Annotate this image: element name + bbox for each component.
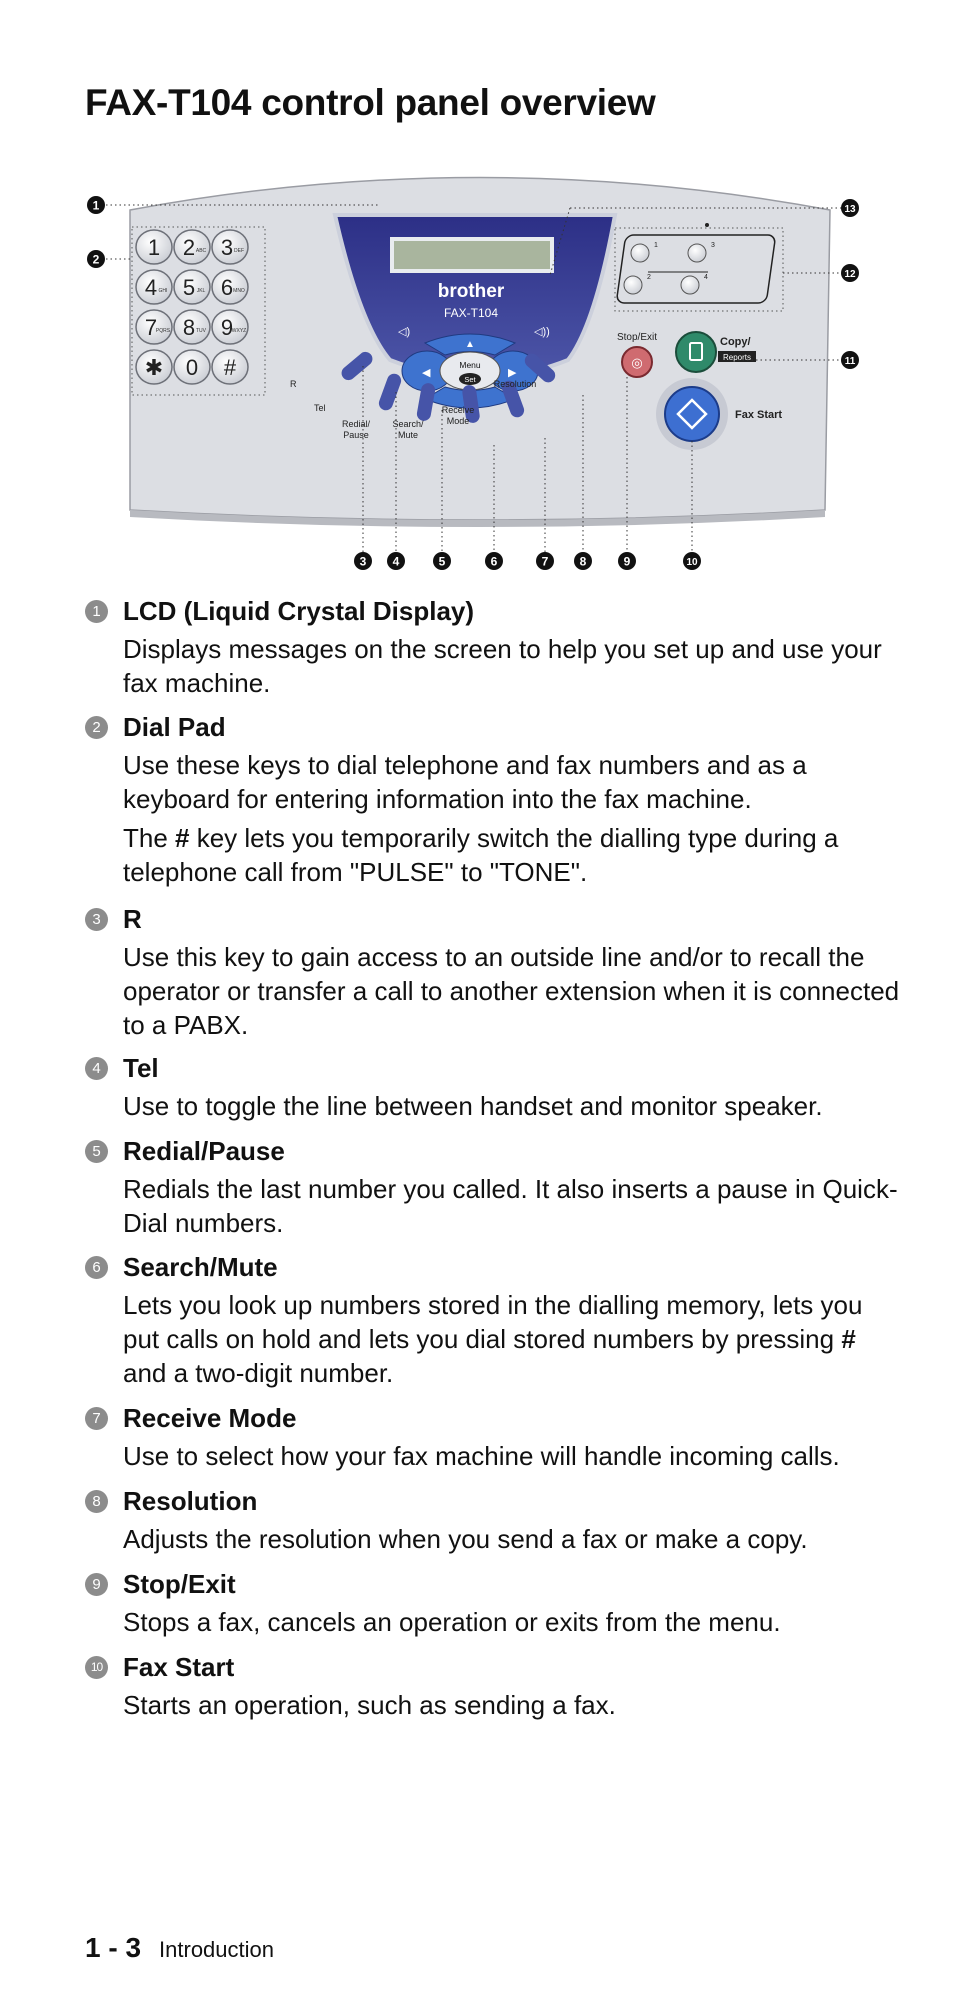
fax-start-button bbox=[665, 387, 719, 441]
control-panel-illustration bbox=[80, 155, 880, 585]
one-touch-key bbox=[688, 244, 706, 262]
item-description: Starts an operation, such as sending a fax. bbox=[123, 1690, 616, 1720]
item-title: R bbox=[123, 903, 142, 934]
item-search-mute bbox=[85, 1250, 905, 1395]
page-footer bbox=[85, 1932, 274, 1964]
dial-key-digit: 7 bbox=[144, 315, 158, 340]
brand-logo: brother bbox=[437, 281, 505, 302]
callout-4-label: 4 bbox=[392, 554, 400, 569]
dial-key-letters: WXYZ bbox=[231, 328, 247, 334]
set-label: Set bbox=[464, 375, 476, 384]
stop-exit-label: Stop/Exit bbox=[616, 332, 658, 343]
copy-label: Copy/ bbox=[720, 336, 751, 348]
item-number: 10 bbox=[85, 1656, 108, 1679]
callout-1-label: 1 bbox=[92, 198, 100, 213]
receive-label-2: Mode bbox=[446, 416, 470, 426]
one-touch-key bbox=[681, 276, 699, 294]
callout-2-label: 2 bbox=[92, 252, 100, 267]
dial-key-letters: GHI bbox=[158, 288, 168, 294]
item-description-extra: The # key lets you temporarily switch the dialling type during a telephone call from "PULSE" to "TONE". bbox=[123, 823, 839, 887]
one-touch-key-number: 2 bbox=[647, 274, 651, 281]
item-number: 1 bbox=[85, 600, 108, 623]
dial-key-letters: JKL bbox=[196, 288, 206, 294]
item-number: 5 bbox=[85, 1140, 108, 1163]
callout-6-label: 6 bbox=[490, 554, 498, 569]
item-title: Fax Start bbox=[123, 1651, 235, 1682]
dial-key-digit: ✱ bbox=[144, 355, 164, 380]
item-number: 6 bbox=[85, 1256, 108, 1279]
item-number: 8 bbox=[85, 1490, 108, 1513]
one-touch-key-number: 3 bbox=[711, 242, 715, 249]
stop-icon: ◎ bbox=[631, 355, 643, 370]
dial-key-letters: TUV bbox=[196, 328, 206, 334]
callout-8-label: 8 bbox=[579, 554, 587, 569]
dial-key-letters: PQRS bbox=[155, 328, 171, 334]
redial-label-2: Pause bbox=[343, 430, 369, 440]
one-touch-key-number: 4 bbox=[704, 274, 708, 281]
item-description: Stops a fax, cancels an operation or exits from the menu. bbox=[123, 1607, 781, 1637]
dial-key-letters: MNO bbox=[233, 288, 245, 294]
item-title: Redial/Pause bbox=[123, 1135, 285, 1166]
speaker-left-icon: ◁) bbox=[398, 326, 411, 338]
item-title: Dial Pad bbox=[123, 711, 226, 742]
nav-right-icon: ▶ bbox=[508, 367, 517, 379]
dial-key-digit: 6 bbox=[220, 275, 234, 300]
dial-key-digit: 5 bbox=[182, 275, 196, 300]
receive-label-1: Receive bbox=[441, 405, 475, 415]
item-description: Displays messages on the screen to help you set up and use your fax machine. bbox=[123, 634, 882, 698]
item-description: Adjusts the resolution when you send a fax or make a copy. bbox=[123, 1524, 808, 1554]
item-title: LCD (Liquid Crystal Display) bbox=[123, 595, 475, 626]
chapter-name: Introduction bbox=[159, 1937, 274, 1962]
item-tel bbox=[85, 1051, 905, 1128]
item-title: Stop/Exit bbox=[123, 1568, 236, 1599]
item-fax-start bbox=[85, 1650, 905, 1727]
one-touch-key bbox=[624, 276, 642, 294]
search-label-1: Search/ bbox=[392, 419, 424, 429]
callout-13-label: 13 bbox=[844, 204, 856, 215]
fax-start-label: Fax Start bbox=[735, 409, 783, 421]
item-description: Use this key to gain access to an outside line and/or to recall the operator or transfer a call to another extension when it is connected to a PABX. bbox=[123, 942, 900, 1040]
dial-key-digit: # bbox=[223, 355, 237, 380]
dial-key-digit: 2 bbox=[182, 235, 196, 260]
item-r bbox=[85, 902, 905, 1047]
copy-button bbox=[676, 332, 716, 372]
one-touch-key-number: 1 bbox=[654, 242, 658, 249]
item-number: 3 bbox=[85, 908, 108, 931]
dial-key-letters: DEF bbox=[234, 248, 244, 254]
item-dial-pad bbox=[85, 710, 905, 894]
dial-key-digit: 8 bbox=[182, 315, 196, 340]
redial-label-1: Redial/ bbox=[341, 419, 371, 429]
item-receive-mode bbox=[85, 1401, 905, 1478]
dial-key-digit: 4 bbox=[144, 275, 158, 300]
dial-key-digit: 9 bbox=[220, 315, 234, 340]
item-description: Use these keys to dial telephone and fax numbers and as a keyboard for entering information into the fax machine. bbox=[123, 750, 807, 814]
item-title: Receive Mode bbox=[123, 1402, 297, 1433]
callout-3-label: 3 bbox=[359, 554, 367, 569]
indicator-dot bbox=[705, 223, 709, 227]
item-description: Use to select how your fax machine will handle incoming calls. bbox=[123, 1441, 840, 1471]
item-resolution bbox=[85, 1484, 905, 1561]
callout-9-label: 9 bbox=[623, 554, 631, 569]
nav-left-icon: ◀ bbox=[422, 367, 431, 379]
nav-up-icon: ▲ bbox=[465, 339, 475, 350]
item-lcd bbox=[85, 594, 905, 705]
speaker-right-icon: ◁)) bbox=[534, 326, 550, 338]
item-title: Search/Mute bbox=[123, 1251, 278, 1282]
search-label-2: Mute bbox=[397, 430, 419, 440]
item-title: Tel bbox=[123, 1052, 159, 1083]
dial-key-letters: ABC bbox=[195, 248, 207, 254]
menu-label: Menu bbox=[459, 360, 481, 370]
item-description: Redials the last number you called. It also inserts a pause in Quick-Dial numbers. bbox=[123, 1174, 898, 1238]
item-description: Use to toggle the line between handset and monitor speaker. bbox=[123, 1091, 823, 1121]
item-description: Lets you look up numbers stored in the dialling memory, lets you put calls on hold and lets you dial stored numbers by pressing # and a two-digit number. bbox=[123, 1290, 863, 1388]
tel-key-label: Tel bbox=[314, 403, 326, 413]
reports-label: Reports bbox=[722, 353, 752, 362]
resolution-label: Resolution bbox=[493, 379, 537, 389]
item-title: Resolution bbox=[123, 1485, 258, 1516]
callout-10-label: 10 bbox=[686, 557, 698, 568]
callout-5-label: 5 bbox=[438, 554, 446, 569]
callout-12-label: 12 bbox=[844, 269, 856, 280]
item-number: 4 bbox=[85, 1057, 108, 1080]
dial-key-digit: 1 bbox=[147, 235, 161, 260]
item-number: 7 bbox=[85, 1407, 108, 1430]
r-key-label: R bbox=[290, 379, 297, 389]
item-number: 9 bbox=[85, 1573, 108, 1596]
item-redial-pause bbox=[85, 1134, 905, 1245]
model-label: FAX-T104 bbox=[443, 306, 499, 320]
item-stop-exit bbox=[85, 1567, 905, 1644]
dial-key-digit: 3 bbox=[220, 235, 234, 260]
one-touch-key bbox=[631, 244, 649, 262]
callout-11-label: 11 bbox=[844, 356, 856, 367]
callout-7-label: 7 bbox=[541, 554, 549, 569]
lcd-screen bbox=[392, 239, 552, 271]
dial-key-digit: 0 bbox=[185, 355, 199, 380]
page-title: FAX-T104 control panel overview bbox=[85, 82, 656, 123]
page-number: 1 - 3 bbox=[85, 1932, 142, 1963]
item-number: 2 bbox=[85, 716, 108, 739]
